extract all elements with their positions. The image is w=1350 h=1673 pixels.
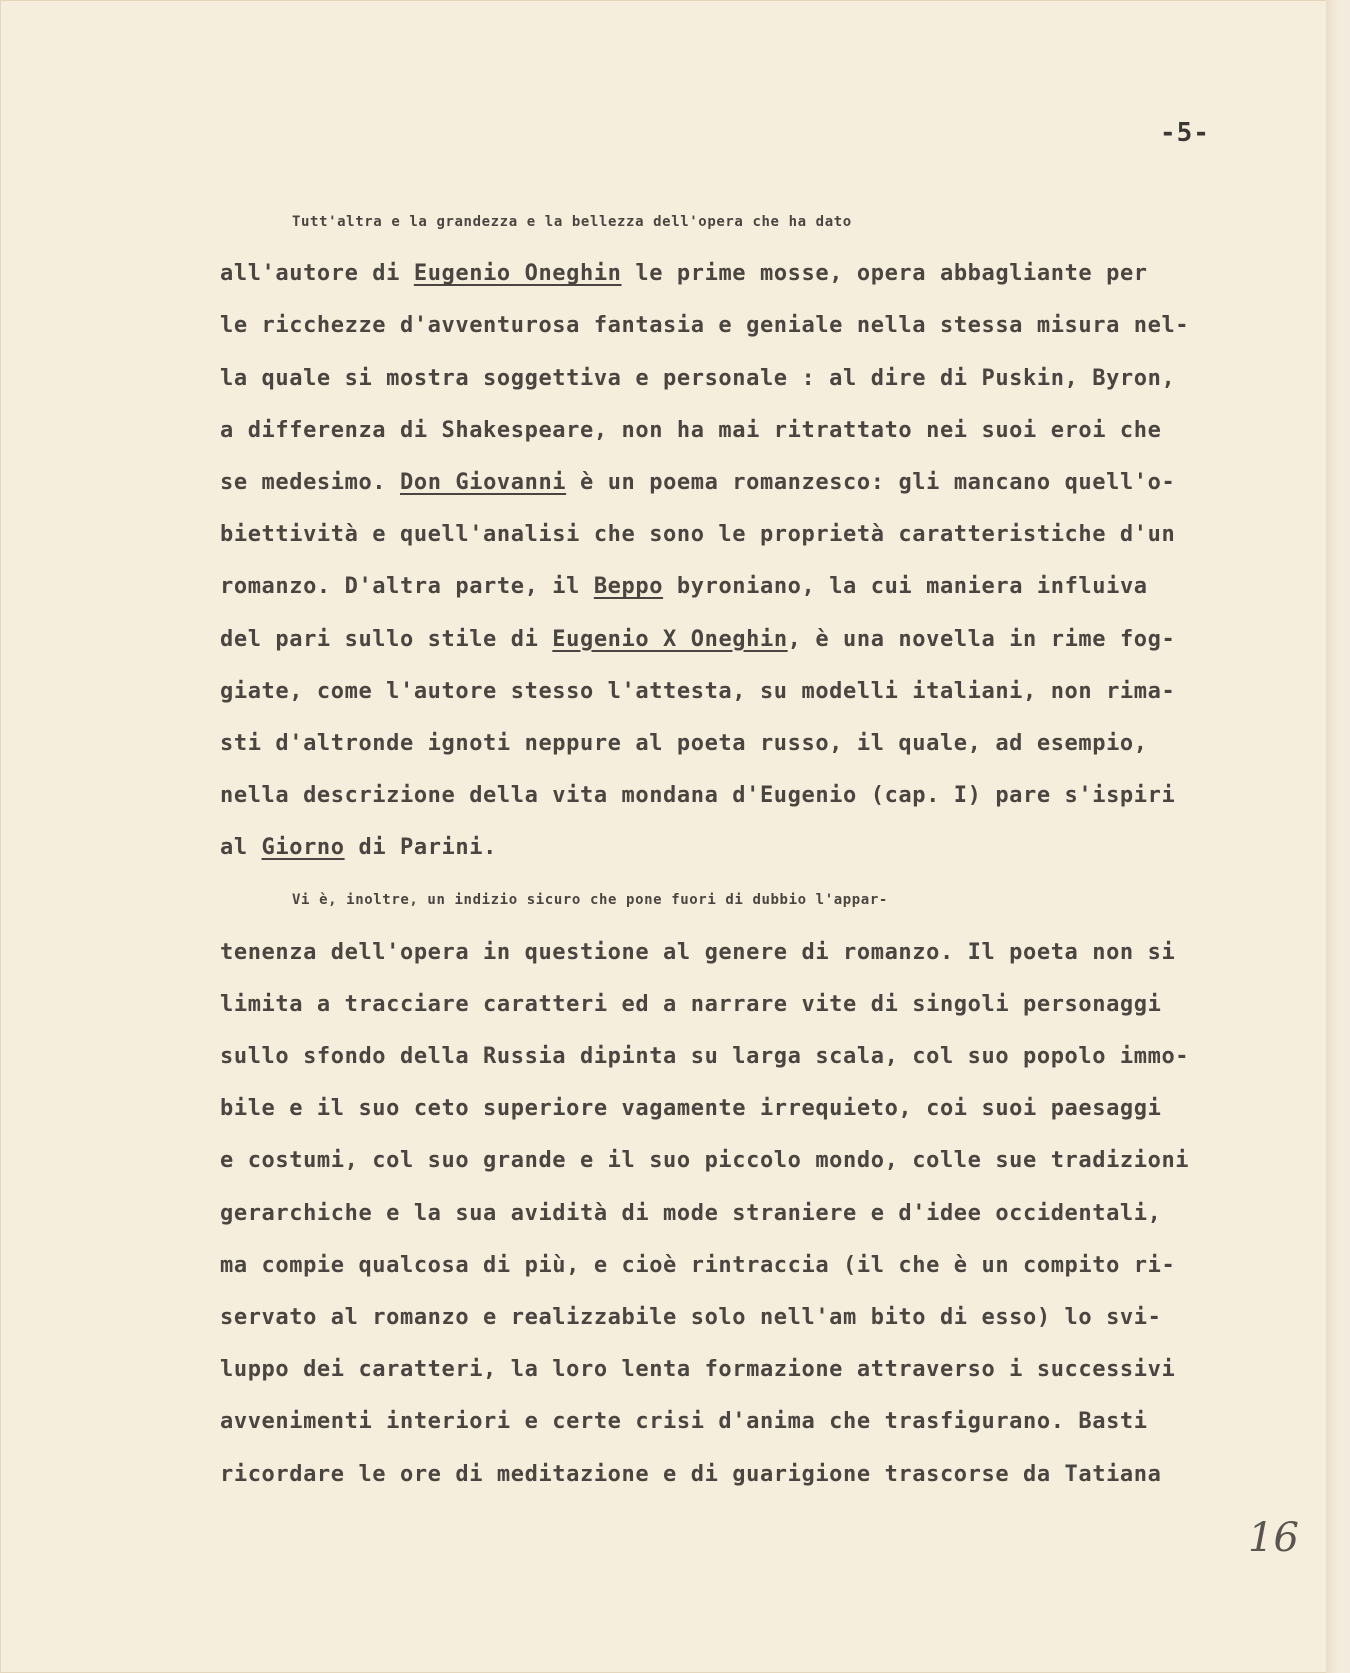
text-line (220, 1240, 1320, 1292)
page-number: -5- (1160, 118, 1210, 148)
line-text: avvenimenti interiori e certe crisi d'anima che trasfigurano. Basti (220, 1409, 1148, 1435)
text-line (220, 509, 1320, 561)
line-text: limita a tracciare caratteri ed a narrare vite di singoli personaggi (220, 991, 1162, 1017)
line-text: gerarchiche e la sua avidità di mode straniere e d'idee occidentali, (220, 1200, 1162, 1226)
line-text: , è una novella in rime fog- (787, 626, 1176, 652)
line-text: all'autore di (220, 261, 414, 287)
underlined-title: Eugenio Oneghin (413, 261, 622, 287)
line-text: del pari sullo stile di (220, 626, 553, 652)
text-line (220, 1396, 1320, 1448)
underlined-title: Eugenio X Oneghin (552, 626, 788, 652)
text-line (220, 666, 1320, 718)
text-line (220, 927, 1320, 979)
text-line (220, 1083, 1320, 1135)
line-text: luppo dei caratteri, la loro lenta formazione attraverso i successivi (220, 1357, 1176, 1383)
line-text: al (220, 835, 262, 861)
line-text: e costumi, col suo grande e il suo piccolo mondo, colle sue tradizioni (220, 1148, 1190, 1174)
line-text: di Parini. (344, 835, 497, 861)
line-text: a differenza di Shakespeare, non ha mai ritrattato nei suoi eroi che (220, 417, 1162, 443)
text-line (220, 405, 1320, 457)
line-text: ricordare le ore di meditazione e di guarigione trascorse da Tatiana (220, 1461, 1162, 1487)
text-line (220, 1449, 1320, 1501)
text-line (220, 822, 1320, 874)
text-line (220, 1188, 1320, 1240)
line-text: romanzo. D'altra parte, il (220, 574, 594, 600)
line-text: sullo sfondo della Russia dipinta su larga scala, col suo popolo immo- (220, 1044, 1190, 1069)
text-line (220, 979, 1320, 1031)
text-line (220, 457, 1320, 509)
line-text: giate, come l'autore stesso l'attesta, su modelli italiani, non rima- (220, 678, 1176, 704)
line-text: byroniano, la cui maniera influiva (663, 574, 1148, 600)
line-text: servato al romanzo e realizzabile solo nell'am bito di esso) lo svi- (220, 1304, 1162, 1330)
underlined-title: Giorno (261, 835, 345, 861)
text-line (220, 1344, 1320, 1396)
text-line (220, 770, 1320, 822)
line-text: Vi è, inoltre, un indizio sicuro che pone fuori di dubbio l'appar- (292, 892, 888, 909)
text-line (220, 300, 1320, 352)
line-text: è un poema romanzesco: gli mancano quell'o- (566, 469, 1176, 495)
line-text: la quale si mostra soggettiva e personale : al dire di Puskin, Byron, (220, 365, 1176, 391)
text-line (220, 718, 1320, 770)
line-text: le prime mosse, opera abbagliante per (621, 261, 1148, 287)
text-line (220, 561, 1320, 613)
text-line (220, 1292, 1320, 1344)
line-text: Tutt'altra e la grandezza e la bellezza dell'opera che ha dato (292, 214, 852, 230)
underlined-title: Beppo (593, 574, 664, 600)
text-line (220, 353, 1320, 405)
line-text: ma compie qualcosa di più, e cioè rintraccia (il che è un compito ri- (220, 1252, 1176, 1278)
line-text: tenenza dell'opera in questione al genere di romanzo. Il poeta non si (220, 939, 1176, 965)
line-text: biettività e quell'analisi che sono le proprietà caratteristiche d'un (220, 522, 1176, 548)
underlined-title: Don Giovanni (400, 469, 567, 495)
text-line (220, 874, 1320, 926)
text-line (220, 1135, 1320, 1187)
text-line (220, 614, 1320, 666)
line-text: le ricchezze d'avventurosa fantasia e geniale nella stessa misura nel- (220, 313, 1190, 339)
line-text: bile e il suo ceto superiore vagamente irrequieto, coi suoi paesaggi (220, 1096, 1162, 1122)
text-line (220, 196, 1320, 248)
line-text: sti d'altronde ignoti neppure al poeta russo, il quale, ad esempio, (220, 730, 1148, 756)
text-line (220, 1031, 1320, 1083)
line-text: se medesimo. (220, 469, 400, 495)
handwritten-folio-number: 16 (1248, 1515, 1299, 1561)
line-text: nella descrizione della vita mondana d'Eugenio (cap. I) pare s'ispiri (220, 783, 1176, 809)
body-text (220, 196, 1320, 1501)
text-line (220, 248, 1320, 300)
